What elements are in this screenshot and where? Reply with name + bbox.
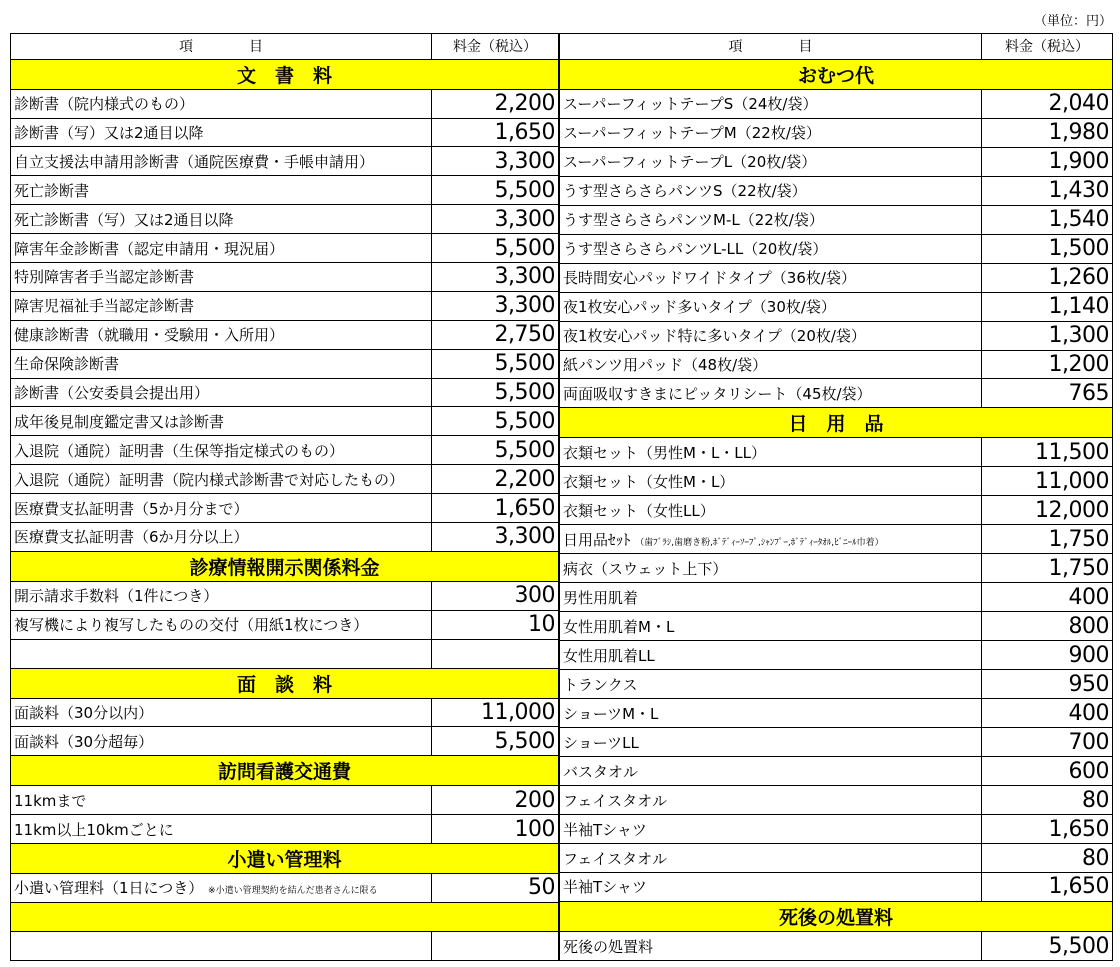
item-price: 1,500 (982, 234, 1113, 263)
item-name: 障害児福祉手当認定診断書 (14, 297, 195, 316)
item-price: 11,500 (982, 438, 1113, 467)
item-price: 700 (982, 728, 1113, 757)
section-title: 面 談 料 (236, 673, 332, 696)
item-name: 日用品ｾｯﾄ (563, 530, 631, 549)
table-header (11, 34, 559, 60)
item-price: 1,200 (982, 350, 1113, 379)
item-price: 1,750 (982, 525, 1113, 554)
item-name: 障害年金診断書（認定申請用・現況届） (14, 239, 285, 258)
table-row (560, 728, 1113, 757)
table-row (11, 874, 559, 903)
item-name: 紙パンツ用パッド（48枚/袋） (563, 355, 768, 374)
table-row (560, 176, 1113, 205)
header-item: 項 目 (11, 34, 432, 60)
table-header (560, 34, 1113, 60)
table-row (11, 523, 559, 552)
table-row (11, 89, 559, 118)
table-row (560, 438, 1113, 467)
item-price: 300 (432, 581, 559, 610)
item-name: ショーツM・L (563, 704, 659, 723)
unit-note: （単位：円） (1033, 14, 1112, 29)
table-row (11, 698, 559, 727)
item-name: 半袖Tシャツ (563, 820, 647, 839)
item-name: 夜1枚安心パッド特に多いタイプ（20枚/袋） (563, 327, 866, 346)
header-price: 料金（税込） (432, 34, 559, 60)
section-header (11, 844, 559, 874)
item-price: 1,260 (982, 263, 1113, 292)
item-price: 900 (982, 641, 1113, 670)
item-name: 医療費支払証明書（5か月分まで） (14, 499, 249, 518)
item-price: 1,650 (982, 815, 1113, 844)
table-row (11, 263, 559, 292)
item-name: 夜1枚安心パッド多いタイプ（30枚/袋） (563, 298, 836, 317)
table-row (560, 873, 1113, 902)
section-header (11, 668, 559, 698)
item-price: 3,300 (432, 205, 559, 234)
item-name: スーパーフィットテープL（20枚/袋） (563, 153, 817, 172)
item-name: 生命保険診断書 (14, 355, 120, 374)
section-header (560, 901, 1113, 931)
table-row (560, 467, 1113, 496)
left-price-table (10, 33, 559, 961)
item-price: 10 (432, 610, 559, 639)
item-price: 5,500 (432, 378, 559, 407)
item-name: 自立支援法申請用診断書（通院医療費・手帳申請用） (14, 152, 375, 171)
table-row (11, 205, 559, 234)
table-row (11, 291, 559, 320)
item-name: 特別障害者手当認定診断書 (14, 268, 195, 287)
section-title: 死後の処置料 (778, 906, 893, 929)
item-price: 2,200 (432, 89, 559, 118)
item-price: 5,500 (982, 932, 1113, 961)
item-name: 半袖Tシャツ (563, 878, 647, 897)
item-price: 11,000 (432, 698, 559, 727)
table-row (11, 727, 559, 756)
table-row (11, 786, 559, 815)
item-price: 3,300 (432, 147, 559, 176)
table-row (560, 815, 1113, 844)
item-name: 11kmまで (14, 791, 87, 810)
table-row (11, 436, 559, 465)
item-price: 5,500 (432, 234, 559, 263)
item-name: 衣類セット（男性M・L・LL） (563, 443, 767, 462)
item-name: スーパーフィットテープM（22枚/袋） (563, 124, 821, 143)
item-name: 衣類セット（女性LL） (563, 501, 715, 520)
item-price: 2,750 (432, 320, 559, 349)
item-price: 1,650 (432, 494, 559, 523)
item-name: ショーツLL (563, 733, 639, 752)
item-name: うす型さらさらパンツS（22枚/袋） (563, 182, 807, 201)
item-price: 5,500 (432, 349, 559, 378)
item-name: 診断書（院内様式のもの） (14, 95, 195, 114)
item-note: （歯ﾌﾞﾗｼ,歯磨き粉,ﾎﾞﾃﾞｨｰｿｰﾌﾟ,ｼｬﾝﾌﾟｰ,ﾎﾞﾃﾞｨｰﾀｵﾙ,ﾋﾞﾆｰﾙ巾着） (635, 537, 884, 548)
item-name: 両面吸収すきまにピッタリシート（45枚/袋） (563, 384, 872, 403)
item-price: 765 (982, 379, 1113, 408)
item-price: 50 (432, 874, 559, 903)
item-name: 女性用肌着LL (563, 646, 655, 665)
item-price: 5,500 (432, 407, 559, 436)
table-row (11, 118, 559, 147)
table-row (11, 320, 559, 349)
item-name: スーパーフィットテープS（24枚/袋） (563, 95, 818, 114)
item-price: 1,540 (982, 205, 1113, 234)
item-price: 2,040 (982, 89, 1113, 118)
table-row (560, 670, 1113, 699)
item-name: 死亡診断書 (14, 181, 90, 200)
item-name: うす型さらさらパンツL-LL（20枚/袋） (563, 240, 828, 259)
item-name: 入退院（通院）証明書（院内様式診断書で対応したもの） (14, 470, 405, 489)
table-row (560, 89, 1113, 118)
table-row (11, 581, 559, 610)
item-price: 2,200 (432, 465, 559, 494)
table-row (560, 496, 1113, 525)
item-note: ※小遣い管理契約を結んだ患者さんに限る (208, 886, 378, 897)
table-row (11, 407, 559, 436)
item-name: 成年後見制度鑑定書又は診断書 (14, 412, 225, 431)
table-row (11, 639, 559, 668)
item-name: 女性用肌着M・L (563, 617, 675, 636)
item-name: 死後の処置料 (563, 937, 654, 956)
item-name: 診断書（写）又は2通目以降 (14, 123, 204, 142)
item-price: 1,430 (982, 176, 1113, 205)
table-row (560, 205, 1113, 234)
section-title: 文 書 料 (236, 64, 332, 87)
table-row (11, 494, 559, 523)
section-title: おむつ代 (797, 64, 874, 87)
item-price: 1,300 (982, 321, 1113, 350)
item-price: 3,300 (432, 263, 559, 292)
item-name: 死亡診断書（写）又は2通目以降 (14, 210, 234, 229)
table-row (560, 844, 1113, 873)
table-row (560, 583, 1113, 612)
item-name: トランクス (563, 675, 638, 694)
item-price: 3,300 (432, 291, 559, 320)
section-header (560, 408, 1113, 438)
section-header (11, 551, 559, 581)
price-tables (10, 33, 1111, 961)
item-price: 1,900 (982, 147, 1113, 176)
table-row (560, 379, 1113, 408)
item-price: 80 (982, 786, 1113, 815)
table-row (11, 349, 559, 378)
header-item: 項 目 (560, 34, 982, 60)
table-row (560, 932, 1113, 961)
table-row (11, 378, 559, 407)
item-price: 5,500 (432, 436, 559, 465)
item-name: バスタオル (563, 762, 639, 781)
table-row (11, 931, 559, 960)
table-row (11, 147, 559, 176)
item-name: 診断書（公安委員会提出用） (14, 384, 210, 402)
item-name: 小遣い管理料（1日につき） (14, 879, 204, 898)
table-row (560, 641, 1113, 670)
table-row (11, 176, 559, 205)
item-price: 80 (982, 844, 1113, 873)
item-price: 100 (432, 815, 559, 844)
item-price: 200 (432, 786, 559, 815)
section-title: 診療情報開示関係料金 (189, 556, 380, 579)
table-row (560, 292, 1113, 321)
item-name: 医療費支払証明書（6か月分以上） (14, 528, 249, 547)
item-name: 11km以上10kmごとに (14, 820, 174, 839)
table-row (560, 525, 1113, 554)
item-price: 400 (982, 699, 1113, 728)
table-row (560, 263, 1113, 292)
item-name: 衣類セット（女性M・L） (563, 472, 735, 491)
item-price: 800 (982, 612, 1113, 641)
item-price: 3,300 (432, 523, 559, 552)
table-row (11, 234, 559, 263)
table-row (560, 321, 1113, 350)
item-name: 開示請求手数料（1件につき） (14, 587, 219, 606)
item-price (432, 931, 559, 960)
item-price: 5,500 (432, 176, 559, 205)
table-row (560, 786, 1113, 815)
section-header (11, 756, 559, 786)
item-name: うす型さらさらパンツM-L（22枚/袋） (563, 211, 824, 230)
table-row (560, 554, 1113, 583)
right-price-table (559, 33, 1113, 961)
table-row (560, 234, 1113, 263)
item-name: 面談料（30分超毎） (14, 732, 154, 751)
table-row (560, 612, 1113, 641)
item-name: 男性用肌着 (563, 588, 639, 607)
item-price: 5,500 (432, 727, 559, 756)
item-name: 病衣（スウェット上下） (563, 559, 728, 578)
table-row (560, 757, 1113, 786)
table-row (560, 147, 1113, 176)
item-price: 1,750 (982, 554, 1113, 583)
item-name: フェイスタオル (563, 791, 668, 810)
section-title: 日 用 品 (788, 413, 884, 436)
section-header (11, 59, 559, 89)
item-price: 1,980 (982, 118, 1113, 147)
section-title: 訪問看護交通費 (217, 761, 351, 784)
item-price: 400 (982, 583, 1113, 612)
item-price: 600 (982, 757, 1113, 786)
item-name: 長時間安心パッドワイドタイプ（36枚/袋） (563, 269, 856, 288)
table-row (560, 350, 1113, 379)
table-row (560, 118, 1113, 147)
item-name: 入退院（通院）証明書（生保等指定様式のもの） (14, 441, 345, 460)
table-row (560, 699, 1113, 728)
item-name: フェイスタオル (563, 849, 668, 868)
item-price: 11,000 (982, 467, 1113, 496)
item-price: 1,650 (432, 118, 559, 147)
table-row (11, 610, 559, 639)
table-row (11, 815, 559, 844)
section-header (560, 59, 1113, 89)
item-price: 1,650 (982, 873, 1113, 902)
item-name: 複写機により複写したものの交付（用紙1枚につき） (14, 616, 369, 635)
section-title: 小遣い管理料 (227, 849, 342, 872)
item-price (432, 639, 559, 668)
item-name: 健康診断書（就職用・受験用・入所用） (14, 326, 285, 345)
item-name: 面談料（30分以内） (14, 703, 154, 722)
item-price: 1,140 (982, 292, 1113, 321)
table-row (11, 465, 559, 494)
section-header (11, 902, 559, 931)
item-price: 12,000 (982, 496, 1113, 525)
header-price: 料金（税込） (982, 34, 1113, 60)
item-price: 950 (982, 670, 1113, 699)
